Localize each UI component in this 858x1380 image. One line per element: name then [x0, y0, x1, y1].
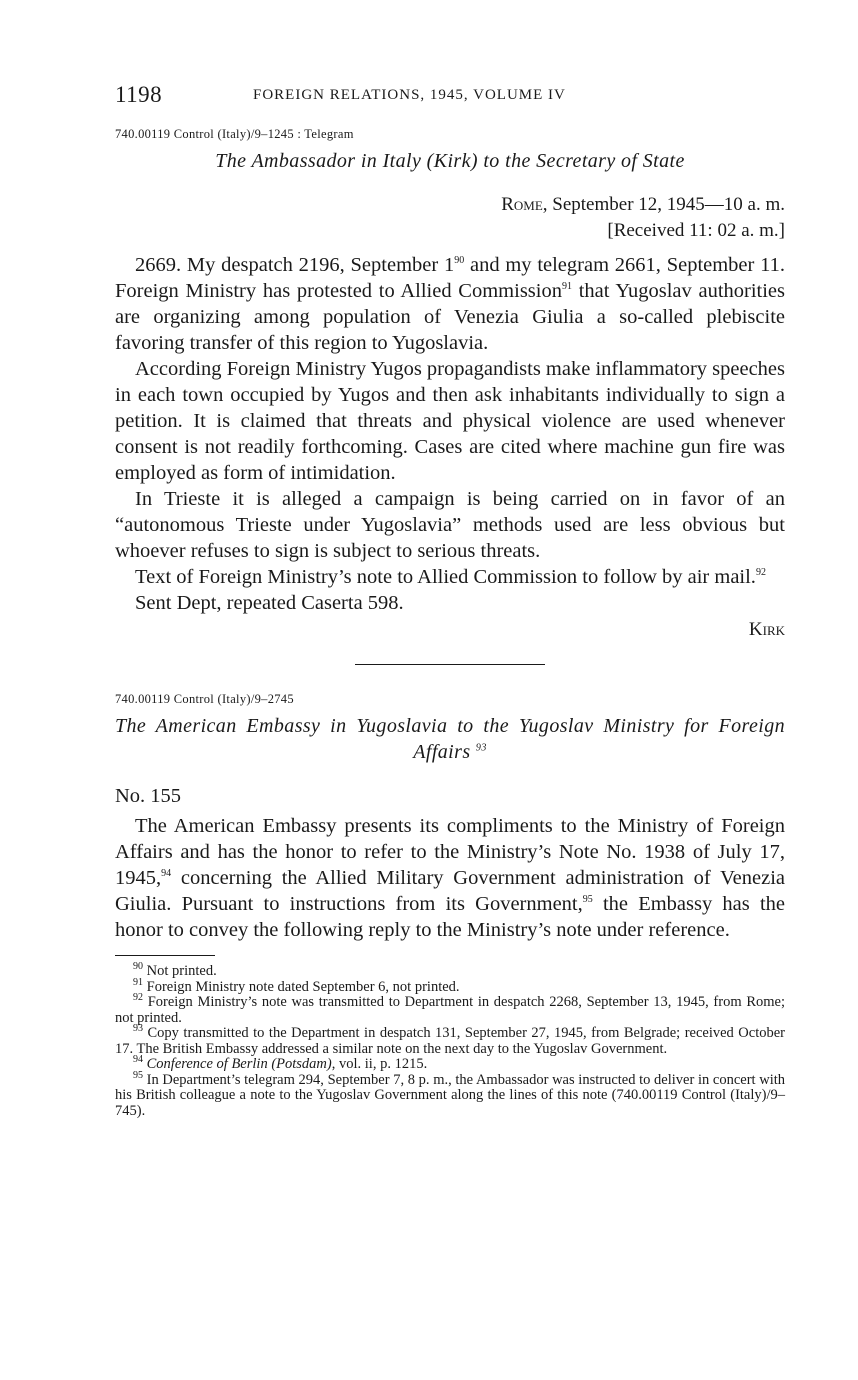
paragraph: According Foreign Ministry Yugos propagandists make inflammatory speeches in each town occupied by Yugos and then ask inhabitants individually to sign a petition. It is claimed that threats and physical violence are used whenever consent is not readily forthcoming. Cases are cited where machine gun fire was employed as form of intimidation.: [115, 358, 785, 484]
paragraph: Sent Dept, repeated Caserta 598.: [135, 592, 404, 614]
dateline: [115, 192, 785, 244]
file-reference-1: 740.00119 Control (Italy)/9–1245 : Telegram: [115, 127, 354, 141]
footnote-ref: 92: [755, 567, 766, 579]
footnote: $^{90}$ Not printed.: [133, 961, 217, 979]
date-sent: Rome, September 12, 1945—10 a. m.: [501, 194, 785, 215]
title-name: Kirk: [433, 150, 471, 172]
footnote-ref: 90: [454, 255, 465, 267]
dateline-city: Rome: [501, 194, 543, 215]
footnote-ref: 94: [161, 868, 172, 880]
page-header: [115, 82, 785, 112]
section-separator: [355, 664, 545, 665]
document-title-1: The Ambassador in Italy (Kirk) to the Secretary of State: [215, 150, 685, 172]
file-reference-2: 740.00119 Control (Italy)/9–2745: [115, 692, 294, 706]
document-number: No. 155: [115, 785, 182, 807]
footnote: $^{93}$ Copy transmitted to the Department in despatch 131, September 27, 1945, from Belgrade; received October 17. The British Embassy addressed a similar note on the next day to the Yugoslav Government.: [115, 1023, 785, 1057]
footnote: $^{94}$ Conference of Berlin (Potsdam), vol. ii, p. 1215.: [133, 1054, 428, 1072]
paragraph: In Trieste it is alleged a campaign is being carried on in favor of an “autonomous Trieste under Yugoslavia” methods used are less obvious but whoever refuses to sign is subject to serious threats.: [115, 488, 785, 562]
paragraph: 2669. My despatch 2196, September 1$^{90}$ and my telegram 2661, September 11. Foreign Ministry has protested to Allied Commission$^{91}$ that Yugoslav authorities are organizing among population of Venezia Giulia a so-called plebiscite favoring transfer of this region to Yugoslavia.: [115, 254, 786, 354]
footnote-ref: 95: [582, 894, 593, 906]
date-received: [Received 11: 02 a. m.]: [607, 220, 785, 241]
footnotes: [115, 961, 785, 1119]
footnote: $^{95}$ In Department’s telegram 294, September 7, 8 p. m., the Ambassador was instructed to deliver in concert with his British colleague a note to the Yugoslav Government along the lines of this note (740.00119 Control (Italy)/9–745).: [115, 1069, 785, 1119]
document-title-2: The American Embassy in Yugoslavia to the Yugoslav Ministry for Foreign Affairs $^{93}$: [115, 715, 785, 763]
footnote-rule: [115, 955, 215, 956]
running-head: FOREIGN RELATIONS, 1945, VOLUME IV: [253, 87, 566, 103]
page-number: 1198: [115, 82, 163, 107]
signature: Kirk: [748, 619, 785, 640]
paragraph: The American Embassy presents its compliments to the Ministry of Foreign Affairs and has the honor to refer to the Ministry’s Note No. 1938 of July 17, 1945,94 concerning the Allied Military Government administration of Venezia Giulia. Pursuant to instructions from its Government,$^{95}$ the Embassy has the honor to convey the following reply to the Ministry’s note under reference.: [115, 815, 785, 941]
footnote: $^{91}$ Foreign Ministry note dated September 6, not printed.: [133, 976, 460, 995]
footnote-ref: 91: [561, 281, 572, 293]
footnote-ref: 93: [475, 742, 487, 754]
paragraph: Text of Foreign Ministry’s note to Allied Commission to follow by air mail.$^{92}$: [135, 566, 766, 588]
footnote: $^{92}$ Foreign Ministry’s note was transmitted to Department in despatch 2268, September 13, 1945, from Rome; not printed.: [115, 992, 785, 1026]
document-page: [115, 82, 785, 1119]
